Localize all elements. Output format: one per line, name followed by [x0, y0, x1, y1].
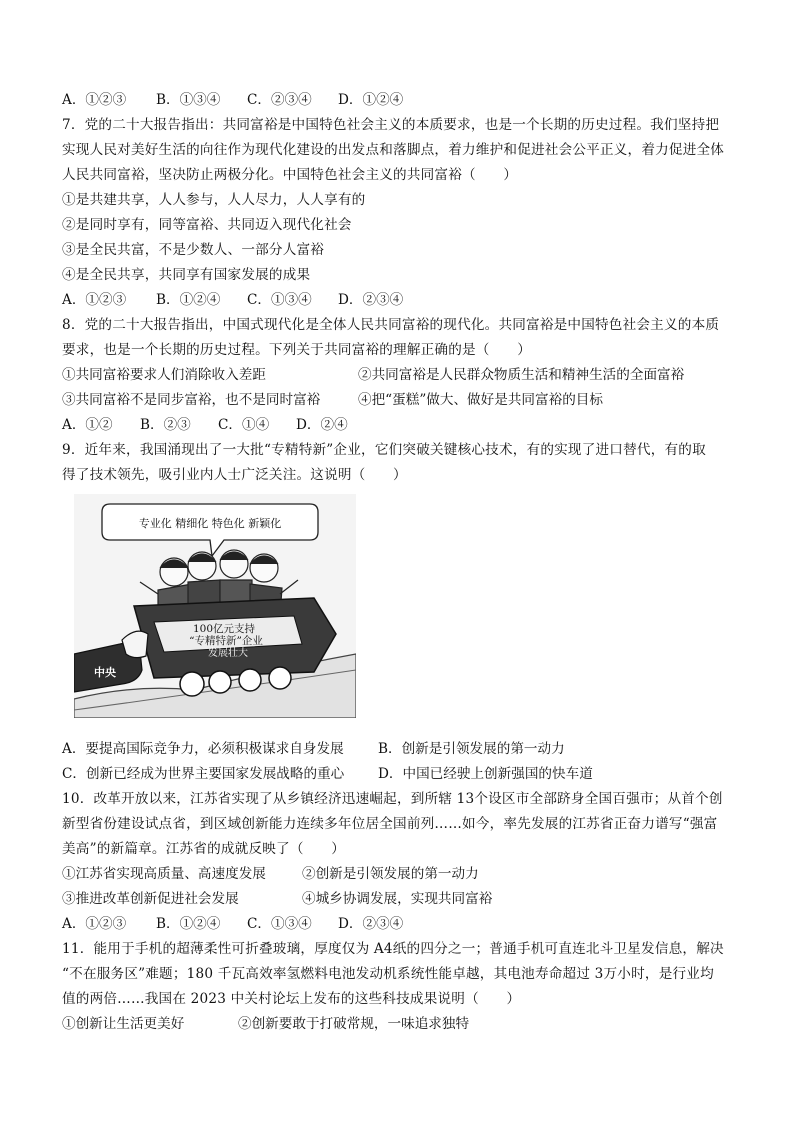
q8-item-4: ④把“蛋糕”做大、做好是共同富裕的目标 — [358, 392, 603, 408]
cartoon-hand-label: 中央 — [94, 666, 116, 679]
cartoon-cart-text-2: “专精特新”企业 — [189, 635, 263, 647]
q10-item-4: ④城乡协调发展，实现共同富裕 — [302, 891, 493, 907]
q7-option-d[interactable]: D．②③④ — [338, 292, 404, 308]
q10-stem-line-1: 10．改革开放以来，江苏省实现了从乡镇经济迅速崛起，到所辖 13个设区市全部跻身全国百强市；从首个创 — [62, 791, 723, 807]
q6-option-c[interactable]: C．②③④ — [247, 92, 312, 108]
q6-option-d[interactable]: D．①②④ — [338, 92, 404, 108]
q8-option-c[interactable]: C．①④ — [218, 417, 270, 433]
q10-option-a[interactable]: A．①②③ — [62, 916, 127, 932]
q6-option-a[interactable]: A．①②③ — [62, 92, 127, 108]
q9-option-d[interactable]: D．中国已经驶上创新强国的快车道 — [378, 766, 593, 782]
q10-item-1: ①江苏省实现高质量、高速度发展 — [62, 866, 266, 882]
cartoon-cart-text-1: 100亿元支持 — [192, 623, 256, 635]
q7-item-4: ④是全民共享，共同享有国家发展的成果 — [62, 267, 311, 283]
q8-item-2: ②共同富裕是人民群众物质生活和精神生活的全面富裕 — [358, 367, 685, 383]
q7-option-a[interactable]: A．①②③ — [62, 292, 127, 308]
q8-stem-line-2: 要求，也是一个长期的历史过程。下列关于共同富裕的理解正确的是（ ） — [62, 342, 531, 358]
q10-option-c[interactable]: C．①③④ — [247, 916, 312, 932]
cartoon-cart-text-3: 发展壮大 — [208, 648, 248, 659]
q7-stem-line-1: 7．党的二十大报告指出：共同富裕是中国特色社会主义的本质要求，也是一个长期的历史过程。我们坚持把 — [62, 117, 720, 133]
q10-stem-line-3: 美高”的新篇章。江苏省的成就反映了（ ） — [62, 841, 346, 857]
q9-stem-line-1: 9．近年来，我国涌现出了一大批“专精特新”企业，它们突破关键核心技术，有的实现了进口替代，有的取 — [62, 442, 706, 458]
cartoon-bubble-text: 专业化 精细化 特色化 新颖化 — [138, 517, 282, 530]
q6-option-b[interactable]: B．①③④ — [156, 92, 221, 108]
q7-item-1: ①是共建共享，人人参与，人人尽力，人人享有的 — [62, 192, 366, 208]
q11-item-2: ②创新要敢于打破常规，一味追求独特 — [238, 1016, 470, 1032]
q11-item-1: ①创新让生活更美好 — [62, 1016, 185, 1032]
q9-option-b[interactable]: B．创新是引领发展的第一动力 — [378, 741, 565, 757]
q7-option-c[interactable]: C．①③④ — [247, 292, 312, 308]
q8-stem-line-1: 8．党的二十大报告指出，中国式现代化是全体人民共同富裕的现代化。共同富裕是中国特色社会主义的本质 — [62, 317, 720, 333]
q9-option-a[interactable]: A．要提高国际竞争力，必须积极谋求自身发展 — [62, 741, 344, 757]
q10-item-3: ③推进改革创新促进社会发展 — [62, 891, 239, 907]
q8-item-1: ①共同富裕要求人们消除收入差距 — [62, 367, 266, 383]
q10-item-2: ②创新是引领发展的第一动力 — [302, 866, 479, 882]
q7-item-3: ③是全民共富，不是少数人、一部分人富裕 — [62, 242, 325, 258]
q11-stem-line-3: 值的两倍……我国在 2023 中关村论坛上发布的这些科技成果说明（ ） — [62, 991, 521, 1007]
q7-item-2: ②是同时享有，同等富裕、共同迈入现代化社会 — [62, 217, 352, 233]
q8-option-b[interactable]: B．②③ — [140, 417, 191, 433]
q7-option-b[interactable]: B．①②④ — [156, 292, 221, 308]
q10-stem-line-2: 新型省份建设试点省，到区域创新能力连续多年位居全国前列……如今，率先发展的江苏省正奋力谱写“强富 — [62, 816, 718, 832]
q7-stem-line-2: 实现人民对美好生活的向往作为现代化建设的出发点和落脚点，着力维护和促进社会公平正义，着力促进全体 — [62, 142, 725, 158]
q11-stem-line-1: 11．能用于手机的超薄柔性可折叠玻璃，厚度仅为 A4纸的四分之一；普通手机可直连北斗卫星发信息，解决 — [62, 941, 724, 957]
q10-option-b[interactable]: B．①②④ — [156, 916, 221, 932]
q11-stem-line-2: “不在服务区”难题；180 千瓦高效率氢燃料电池发动机系统性能卓越，其电池寿命超过 3万小时，是行业均 — [62, 966, 714, 982]
q8-option-d[interactable]: D．②④ — [296, 417, 348, 433]
q8-item-3: ③共同富裕不是同步富裕，也不是同时富裕 — [62, 392, 321, 408]
q10-option-d[interactable]: D．②③④ — [338, 916, 404, 932]
q8-option-a[interactable]: A．①② — [62, 417, 113, 433]
q9-option-c[interactable]: C．创新已经成为世界主要国家发展战略的重心 — [62, 766, 345, 782]
q9-cartoon-image — [74, 494, 356, 718]
q7-stem-line-3: 人民共同富裕，坚决防止两极分化。中国特色社会主义的共同富裕（ ） — [62, 167, 518, 183]
q9-stem-line-2: 得了技术领先，吸引业内人士广泛关注。这说明（ ） — [62, 467, 407, 483]
